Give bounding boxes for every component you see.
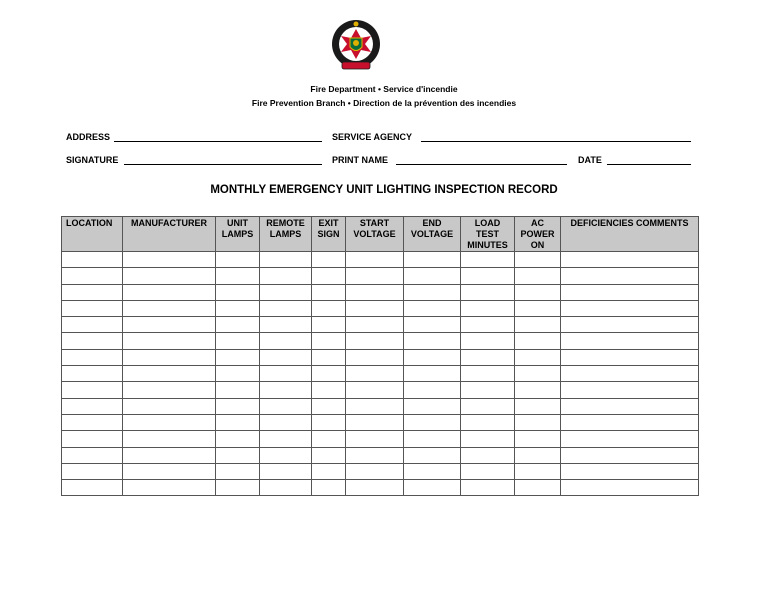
table-cell[interactable] bbox=[461, 382, 515, 398]
table-cell[interactable] bbox=[312, 349, 346, 365]
table-cell[interactable] bbox=[561, 431, 699, 447]
table-cell[interactable] bbox=[216, 382, 260, 398]
table-cell[interactable] bbox=[123, 284, 216, 300]
table-cell[interactable] bbox=[260, 300, 312, 316]
table-cell[interactable] bbox=[515, 252, 561, 268]
table-cell[interactable] bbox=[260, 447, 312, 463]
table-cell[interactable] bbox=[461, 349, 515, 365]
table-cell[interactable] bbox=[260, 317, 312, 333]
table-cell[interactable] bbox=[404, 252, 461, 268]
table-cell[interactable] bbox=[123, 480, 216, 496]
table-cell[interactable] bbox=[62, 398, 123, 414]
table-cell[interactable] bbox=[404, 447, 461, 463]
table-cell[interactable] bbox=[461, 398, 515, 414]
table-cell[interactable] bbox=[461, 268, 515, 284]
column-header-unit-lamps bbox=[216, 217, 260, 252]
table-cell[interactable] bbox=[461, 333, 515, 349]
table-cell[interactable] bbox=[561, 333, 699, 349]
table-cell[interactable] bbox=[561, 480, 699, 496]
table-cell[interactable] bbox=[216, 366, 260, 382]
table-cell[interactable] bbox=[515, 284, 561, 300]
table-cell[interactable] bbox=[515, 300, 561, 316]
date-label: DATE bbox=[578, 155, 602, 165]
table-row bbox=[62, 284, 699, 300]
table-cell[interactable] bbox=[561, 252, 699, 268]
table-cell[interactable] bbox=[312, 431, 346, 447]
table-cell[interactable] bbox=[62, 300, 123, 316]
table-cell[interactable] bbox=[561, 268, 699, 284]
table-cell[interactable] bbox=[404, 333, 461, 349]
table-cell[interactable] bbox=[216, 317, 260, 333]
table-cell[interactable] bbox=[312, 398, 346, 414]
table-row bbox=[62, 414, 699, 430]
table-cell[interactable] bbox=[346, 480, 404, 496]
table-cell[interactable] bbox=[561, 382, 699, 398]
table-cell[interactable] bbox=[404, 317, 461, 333]
table-cell[interactable] bbox=[461, 252, 515, 268]
column-header-text: SIGN bbox=[317, 229, 340, 239]
column-header-text: TEST bbox=[475, 229, 499, 239]
service-agency-input-line[interactable] bbox=[421, 141, 691, 142]
table-row bbox=[62, 317, 699, 333]
table-cell[interactable] bbox=[260, 366, 312, 382]
table-cell[interactable] bbox=[404, 382, 461, 398]
table-cell[interactable] bbox=[461, 300, 515, 316]
table-body bbox=[62, 252, 699, 496]
table-cell[interactable] bbox=[346, 300, 404, 316]
table-cell[interactable] bbox=[461, 431, 515, 447]
table-cell[interactable] bbox=[216, 349, 260, 365]
column-header-ac-power-on bbox=[515, 217, 561, 252]
column-header-text: LAMPS bbox=[269, 229, 302, 239]
table-row bbox=[62, 366, 699, 382]
table-cell[interactable] bbox=[461, 317, 515, 333]
column-header-location bbox=[62, 217, 123, 252]
department-name: Fire Department • Service d'incendie bbox=[310, 84, 458, 94]
table-cell[interactable] bbox=[312, 333, 346, 349]
table-cell[interactable] bbox=[561, 447, 699, 463]
table-cell[interactable] bbox=[62, 349, 123, 365]
column-header-text: LAMPS bbox=[221, 229, 254, 239]
table-cell[interactable] bbox=[561, 300, 699, 316]
table-cell[interactable] bbox=[346, 252, 404, 268]
table-cell[interactable] bbox=[123, 366, 216, 382]
table-cell[interactable] bbox=[346, 398, 404, 414]
table-cell[interactable] bbox=[404, 300, 461, 316]
table-cell[interactable] bbox=[260, 349, 312, 365]
table-cell[interactable] bbox=[123, 268, 216, 284]
table-cell[interactable] bbox=[216, 447, 260, 463]
column-header-end-voltage bbox=[404, 217, 461, 252]
table-row bbox=[62, 431, 699, 447]
table-cell[interactable] bbox=[404, 431, 461, 447]
signature-input-line[interactable] bbox=[124, 164, 322, 165]
column-header-text: LOCATION bbox=[66, 218, 113, 228]
inspection-table bbox=[61, 216, 699, 496]
table-cell[interactable] bbox=[346, 333, 404, 349]
table-cell[interactable] bbox=[515, 447, 561, 463]
table-cell[interactable] bbox=[216, 300, 260, 316]
table-cell[interactable] bbox=[260, 480, 312, 496]
table-cell[interactable] bbox=[515, 317, 561, 333]
table-cell[interactable] bbox=[216, 414, 260, 430]
table-cell[interactable] bbox=[404, 414, 461, 430]
table-cell[interactable] bbox=[216, 398, 260, 414]
table-cell[interactable] bbox=[346, 284, 404, 300]
table-cell[interactable] bbox=[260, 398, 312, 414]
column-header-manufacturer bbox=[123, 217, 216, 252]
table-cell[interactable] bbox=[404, 398, 461, 414]
column-header-load-test-minutes bbox=[461, 217, 515, 252]
table-cell[interactable] bbox=[62, 463, 123, 479]
table-row bbox=[62, 447, 699, 463]
table-cell[interactable] bbox=[515, 268, 561, 284]
table-row bbox=[62, 480, 699, 496]
table-cell[interactable] bbox=[461, 284, 515, 300]
table-cell[interactable] bbox=[123, 414, 216, 430]
form-title: MONTHLY EMERGENCY UNIT LIGHTING INSPECTION RECORD bbox=[210, 184, 558, 196]
table-cell[interactable] bbox=[404, 480, 461, 496]
table-cell[interactable] bbox=[62, 252, 123, 268]
table-cell[interactable] bbox=[515, 480, 561, 496]
table-cell[interactable] bbox=[260, 463, 312, 479]
table-cell[interactable] bbox=[260, 333, 312, 349]
table-cell[interactable] bbox=[461, 463, 515, 479]
table-cell[interactable] bbox=[216, 480, 260, 496]
table-cell[interactable] bbox=[515, 431, 561, 447]
table-cell[interactable] bbox=[123, 431, 216, 447]
table-cell[interactable] bbox=[312, 284, 346, 300]
table-cell[interactable] bbox=[561, 463, 699, 479]
table-cell[interactable] bbox=[123, 300, 216, 316]
table-cell[interactable] bbox=[312, 480, 346, 496]
table-cell[interactable] bbox=[123, 398, 216, 414]
column-header-exit-sign bbox=[312, 217, 346, 252]
table-cell[interactable] bbox=[123, 382, 216, 398]
table-cell[interactable] bbox=[312, 366, 346, 382]
table-cell[interactable] bbox=[561, 284, 699, 300]
table-cell[interactable] bbox=[260, 414, 312, 430]
table-cell[interactable] bbox=[346, 366, 404, 382]
table-cell[interactable] bbox=[123, 333, 216, 349]
table-cell[interactable] bbox=[346, 447, 404, 463]
table-cell[interactable] bbox=[346, 268, 404, 284]
table-cell[interactable] bbox=[515, 414, 561, 430]
table-cell[interactable] bbox=[346, 431, 404, 447]
table-header-row bbox=[62, 217, 699, 252]
table-cell[interactable] bbox=[561, 317, 699, 333]
table-cell[interactable] bbox=[312, 414, 346, 430]
table-cell[interactable] bbox=[461, 447, 515, 463]
table-cell[interactable] bbox=[62, 447, 123, 463]
table-cell[interactable] bbox=[216, 463, 260, 479]
table-cell[interactable] bbox=[515, 333, 561, 349]
column-header-text: VOLTAGE bbox=[353, 229, 396, 239]
table-cell[interactable] bbox=[62, 366, 123, 382]
table-cell[interactable] bbox=[515, 366, 561, 382]
fire-department-crest-icon bbox=[328, 18, 384, 74]
table-cell[interactable] bbox=[216, 268, 260, 284]
table-cell[interactable] bbox=[62, 480, 123, 496]
table-cell[interactable] bbox=[346, 349, 404, 365]
column-header-start-voltage bbox=[346, 217, 404, 252]
table-cell[interactable] bbox=[62, 284, 123, 300]
print-name-input-line[interactable] bbox=[396, 164, 567, 165]
table-cell[interactable] bbox=[312, 300, 346, 316]
table-cell[interactable] bbox=[62, 382, 123, 398]
table-cell[interactable] bbox=[260, 431, 312, 447]
table-cell[interactable] bbox=[312, 382, 346, 398]
print-name-label: PRINT NAME bbox=[332, 155, 388, 165]
table-cell[interactable] bbox=[312, 447, 346, 463]
column-header-text: MANUFACTURER bbox=[131, 218, 207, 228]
table-cell[interactable] bbox=[461, 480, 515, 496]
table-cell[interactable] bbox=[404, 284, 461, 300]
table-cell[interactable] bbox=[62, 268, 123, 284]
address-input-line[interactable] bbox=[114, 141, 322, 142]
column-header-text: AC bbox=[531, 218, 544, 228]
column-header-remote-lamps bbox=[260, 217, 312, 252]
table-cell[interactable] bbox=[346, 317, 404, 333]
table-cell[interactable] bbox=[312, 317, 346, 333]
table-cell[interactable] bbox=[123, 463, 216, 479]
column-header-text: START bbox=[359, 218, 390, 228]
column-header-text: MINUTES bbox=[467, 240, 508, 250]
table-cell[interactable] bbox=[62, 431, 123, 447]
table-cell[interactable] bbox=[216, 333, 260, 349]
table-cell[interactable] bbox=[404, 463, 461, 479]
table-row bbox=[62, 333, 699, 349]
column-header-text: EXIT bbox=[318, 218, 339, 228]
column-header-deficiencies-comments bbox=[561, 217, 699, 252]
column-header-text: ON bbox=[530, 240, 545, 250]
table-cell[interactable] bbox=[216, 252, 260, 268]
service-agency-label: SERVICE AGENCY bbox=[332, 132, 413, 142]
table-cell[interactable] bbox=[260, 382, 312, 398]
table-cell[interactable] bbox=[515, 398, 561, 414]
table-cell[interactable] bbox=[123, 349, 216, 365]
branch-name: Fire Prevention Branch • Direction de la prévention des incendies bbox=[251, 98, 517, 108]
table-cell[interactable] bbox=[123, 447, 216, 463]
column-header-text: LOAD bbox=[474, 218, 501, 228]
table-cell[interactable] bbox=[346, 414, 404, 430]
column-header-text: UNIT bbox=[227, 218, 248, 228]
table-cell[interactable] bbox=[260, 252, 312, 268]
table-cell[interactable] bbox=[260, 284, 312, 300]
table-cell[interactable] bbox=[561, 414, 699, 430]
table-cell[interactable] bbox=[312, 463, 346, 479]
column-header-text: REMOTE bbox=[266, 218, 305, 228]
table-row bbox=[62, 398, 699, 414]
table-row bbox=[62, 463, 699, 479]
table-row bbox=[62, 300, 699, 316]
table-cell[interactable] bbox=[515, 382, 561, 398]
column-header-text: POWER bbox=[520, 229, 555, 239]
table-cell[interactable] bbox=[216, 431, 260, 447]
date-input-line[interactable] bbox=[607, 164, 691, 165]
column-header-text: END bbox=[422, 218, 442, 228]
signature-label: SIGNATURE bbox=[66, 155, 119, 165]
table-cell[interactable] bbox=[404, 349, 461, 365]
table-cell[interactable] bbox=[216, 284, 260, 300]
table-cell[interactable] bbox=[561, 349, 699, 365]
table-cell[interactable] bbox=[312, 252, 346, 268]
table-cell[interactable] bbox=[346, 382, 404, 398]
table-cell[interactable] bbox=[260, 268, 312, 284]
table-cell[interactable] bbox=[404, 268, 461, 284]
column-header-text: DEFICIENCIES COMMENTS bbox=[570, 218, 689, 228]
table-cell[interactable] bbox=[312, 268, 346, 284]
table-cell[interactable] bbox=[123, 317, 216, 333]
table-row bbox=[62, 382, 699, 398]
table-cell[interactable] bbox=[62, 333, 123, 349]
table-cell[interactable] bbox=[515, 349, 561, 365]
table-cell[interactable] bbox=[461, 366, 515, 382]
table-cell[interactable] bbox=[561, 366, 699, 382]
table-cell[interactable] bbox=[404, 366, 461, 382]
table-row bbox=[62, 252, 699, 268]
table-cell[interactable] bbox=[461, 414, 515, 430]
address-label: ADDRESS bbox=[66, 132, 111, 142]
table-cell[interactable] bbox=[123, 252, 216, 268]
table-row bbox=[62, 268, 699, 284]
table-cell[interactable] bbox=[346, 463, 404, 479]
table-cell[interactable] bbox=[62, 317, 123, 333]
table-row bbox=[62, 349, 699, 365]
column-header-text: VOLTAGE bbox=[410, 229, 454, 239]
table-cell[interactable] bbox=[515, 463, 561, 479]
table-cell[interactable] bbox=[561, 398, 699, 414]
table-cell[interactable] bbox=[62, 414, 123, 430]
